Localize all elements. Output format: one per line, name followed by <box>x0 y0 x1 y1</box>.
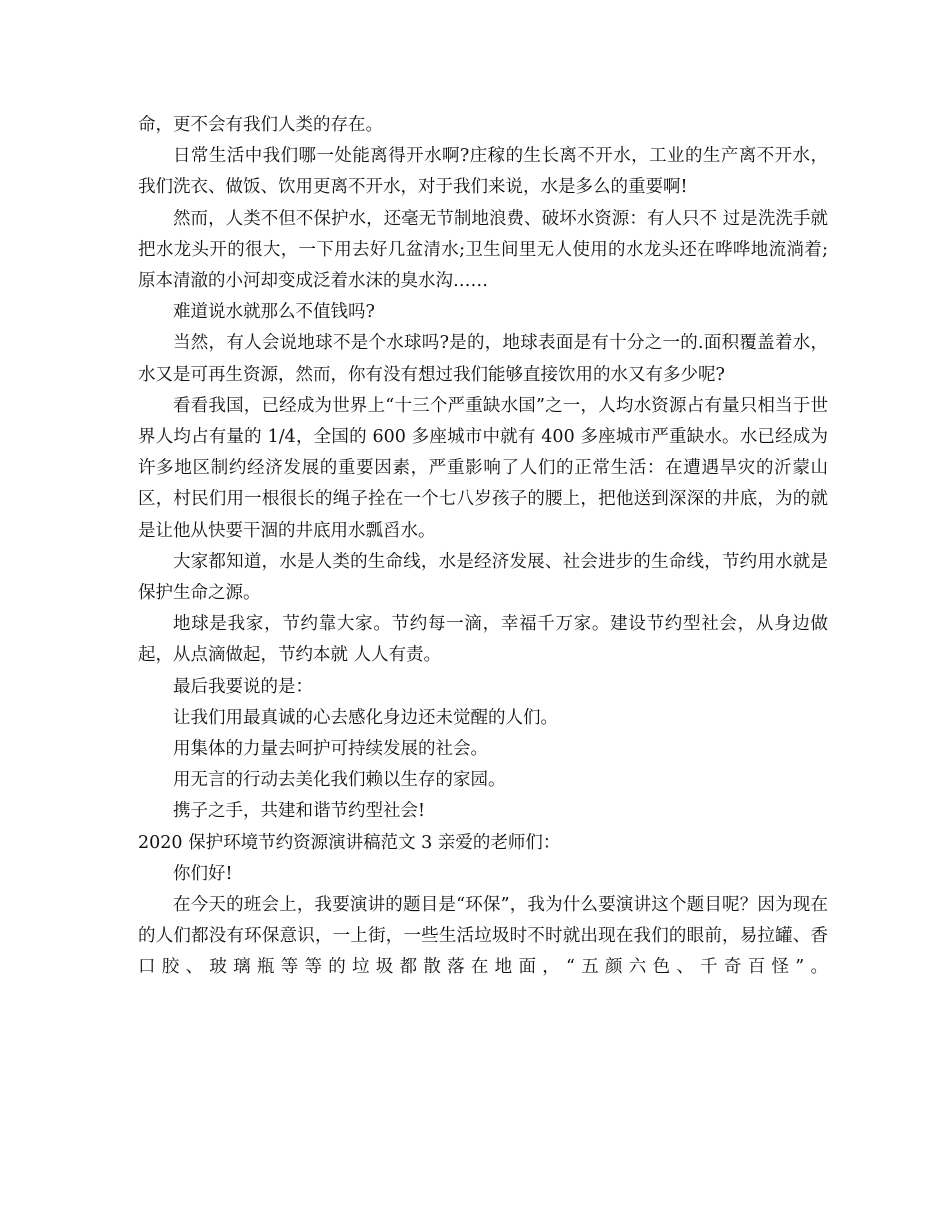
paragraph: 最后我要说的是： <box>173 676 313 697</box>
paragraph: 当然，有人会说地球不是个水球吗?是的，地球表面是有十分之一的.面积覆盖着水，水又是可再生资源，然而，你有没有想过我们能够直接饮用的水又有多少呢? <box>138 333 828 385</box>
paragraph: 大家都知道，水是人类的生命线，水是经济发展、社会进步的生命线，节约用水就是保护生命之源。 <box>138 551 828 604</box>
section-heading: 2020 保护环境节约资源演讲稿范文 3 亲爱的老师们： <box>138 832 561 853</box>
paragraph: 用集体的力量去呵护可持续发展的社会。 <box>173 739 488 760</box>
paragraph: 难道说水就那么不值钱吗? <box>173 302 375 323</box>
paragraph: 然而，人类不但不保护水，还毫无节制地浪费、破坏水资源：有人只不 过是洗洗手就把水龙头开的很大，一下用去好几盆清水;卫生间里无人使用的水龙头还在哗哗地流淌着;原本清澈的小河却变成泛着水沫的臭水沟…… <box>138 208 828 292</box>
paragraph: 用无言的行动去美化我们赖以生存的家园。 <box>173 770 506 791</box>
paragraph: 日常生活中我们哪一处能离得开水啊?庄稼的生长离不开水，工业的生产离不开水，我们洗衣、做饭、饮用更离不开水，对于我们来说，水是多么的重要啊! <box>138 146 828 198</box>
paragraph: 让我们用最真诚的心去感化身边还未觉醒的人们。 <box>173 707 558 728</box>
paragraph: 地球是我家，节约靠大家。节约每一滴，幸福千万家。建设节约型社会，从身边做起，从点滴做起，节约本就 人人有责。 <box>138 614 828 666</box>
document-body <box>138 110 828 984</box>
paragraph: 命，更不会有我们人类的存在。 <box>138 115 383 135</box>
paragraph: 携子之手，共建和谐节约型社会! <box>173 801 426 822</box>
paragraph: 你们好! <box>173 863 233 884</box>
paragraph: 在今天的班会上，我要演讲的题目是“环保”，我为什么要演讲这个题目呢？因为现在的人们都没有环保意识，一上街，一些生活垃圾时不时就出现在我们的眼前，易拉罐、香口胶、玻璃瓶等等的垃圾都散落在地面，“五颜六色、千奇百怪”。 <box>138 895 828 978</box>
paragraph: 看看我国，已经成为世界上“十三个严重缺水国”之一，人均水资源占有量只相当于世界人均占有量的 1/4，全国的 600 多座城市中就有 400 多座城市严重缺水。水已经成为许多地区制约经济发展的重要因素，严重影响了人们的正常生活：在遭遇旱灾的沂蒙山区，村民们用一根很长的绳子拴在一个七八岁孩子的腰上，把他送到深深的井底，为的就是让他从快要干涸的井底用水瓢舀水。 <box>138 395 828 541</box>
